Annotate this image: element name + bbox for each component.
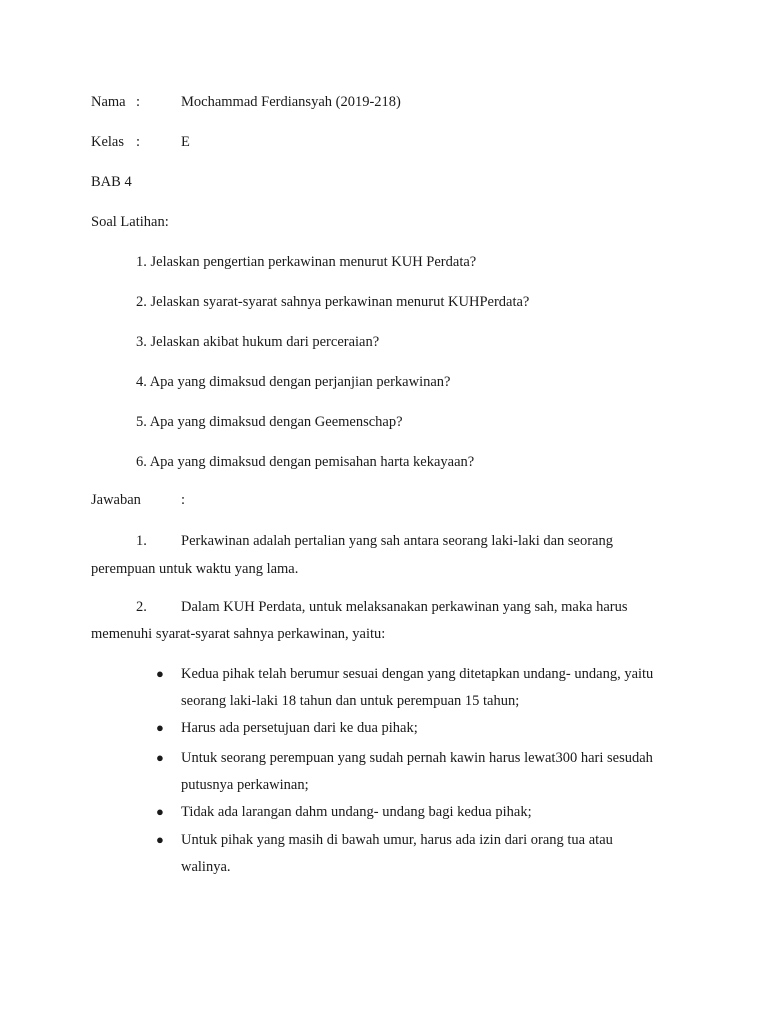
jawaban-separator: :: [181, 492, 186, 508]
kelas-separator: :: [136, 134, 141, 150]
bullet-text: Kedua pihak telah berumur sesuai dengan yang ditetapkan undang- undang, yaitu: [181, 666, 654, 682]
question-item: 2. Jelaskan syarat-syarat sahnya perkawinan menurut KUHPerdata?: [136, 294, 530, 310]
answer-text: Dalam KUH Perdata, untuk melaksanakan perkawinan yang sah, maka harus: [181, 599, 628, 615]
answer-text: memenuhi syarat-syarat sahnya perkawinan, yaitu:: [91, 626, 386, 642]
answer-text: Perkawinan adalah pertalian yang sah antara seorang laki-laki dan seorang: [181, 533, 613, 549]
answer-number: 1.: [136, 533, 147, 549]
chapter-heading: BAB 4: [91, 174, 132, 190]
bullet-text: walinya.: [181, 859, 231, 875]
question-item: 5. Apa yang dimaksud dengan Geemenschap?: [136, 414, 403, 430]
bullet-text: Untuk seorang perempuan yang sudah pernah kawin harus lewat300 hari sesudah: [181, 750, 653, 766]
question-item: 3. Jelaskan akibat hukum dari perceraian?: [136, 334, 380, 350]
soal-title: Soal Latihan:: [91, 214, 169, 230]
bullet-icon: ●: [156, 832, 164, 847]
bullet-icon: ●: [156, 720, 164, 735]
bullet-icon: ●: [156, 666, 164, 681]
question-item: 4. Apa yang dimaksud dengan perjanjian perkawinan?: [136, 374, 451, 390]
bullet-text: Tidak ada larangan dahm undang- undang bagi kedua pihak;: [181, 804, 532, 820]
nama-value: Mochammad Ferdiansyah (2019-218): [181, 94, 401, 110]
question-item: 1. Jelaskan pengertian perkawinan menurut KUH Perdata?: [136, 254, 477, 270]
bullet-text: Untuk pihak yang masih di bawah umur, harus ada izin dari orang tua atau: [181, 832, 613, 848]
kelas-value: E: [181, 134, 190, 150]
bullet-text: putusnya perkawinan;: [181, 777, 309, 793]
bullet-text: Harus ada persetujuan dari ke dua pihak;: [181, 720, 418, 736]
answer-number: 2.: [136, 599, 147, 615]
kelas-label: Kelas: [91, 134, 125, 150]
question-item: 6. Apa yang dimaksud dengan pemisahan harta kekayaan?: [136, 454, 475, 470]
answer-text: perempuan untuk waktu yang lama.: [91, 561, 299, 577]
bullet-text: seorang laki-laki 18 tahun dan untuk perempuan 15 tahun;: [181, 693, 520, 709]
jawaban-label: Jawaban: [91, 492, 141, 508]
bullet-icon: ●: [156, 750, 164, 765]
bullet-icon: ●: [156, 804, 164, 819]
nama-separator: :: [136, 94, 141, 110]
nama-label: Nama: [91, 94, 126, 110]
